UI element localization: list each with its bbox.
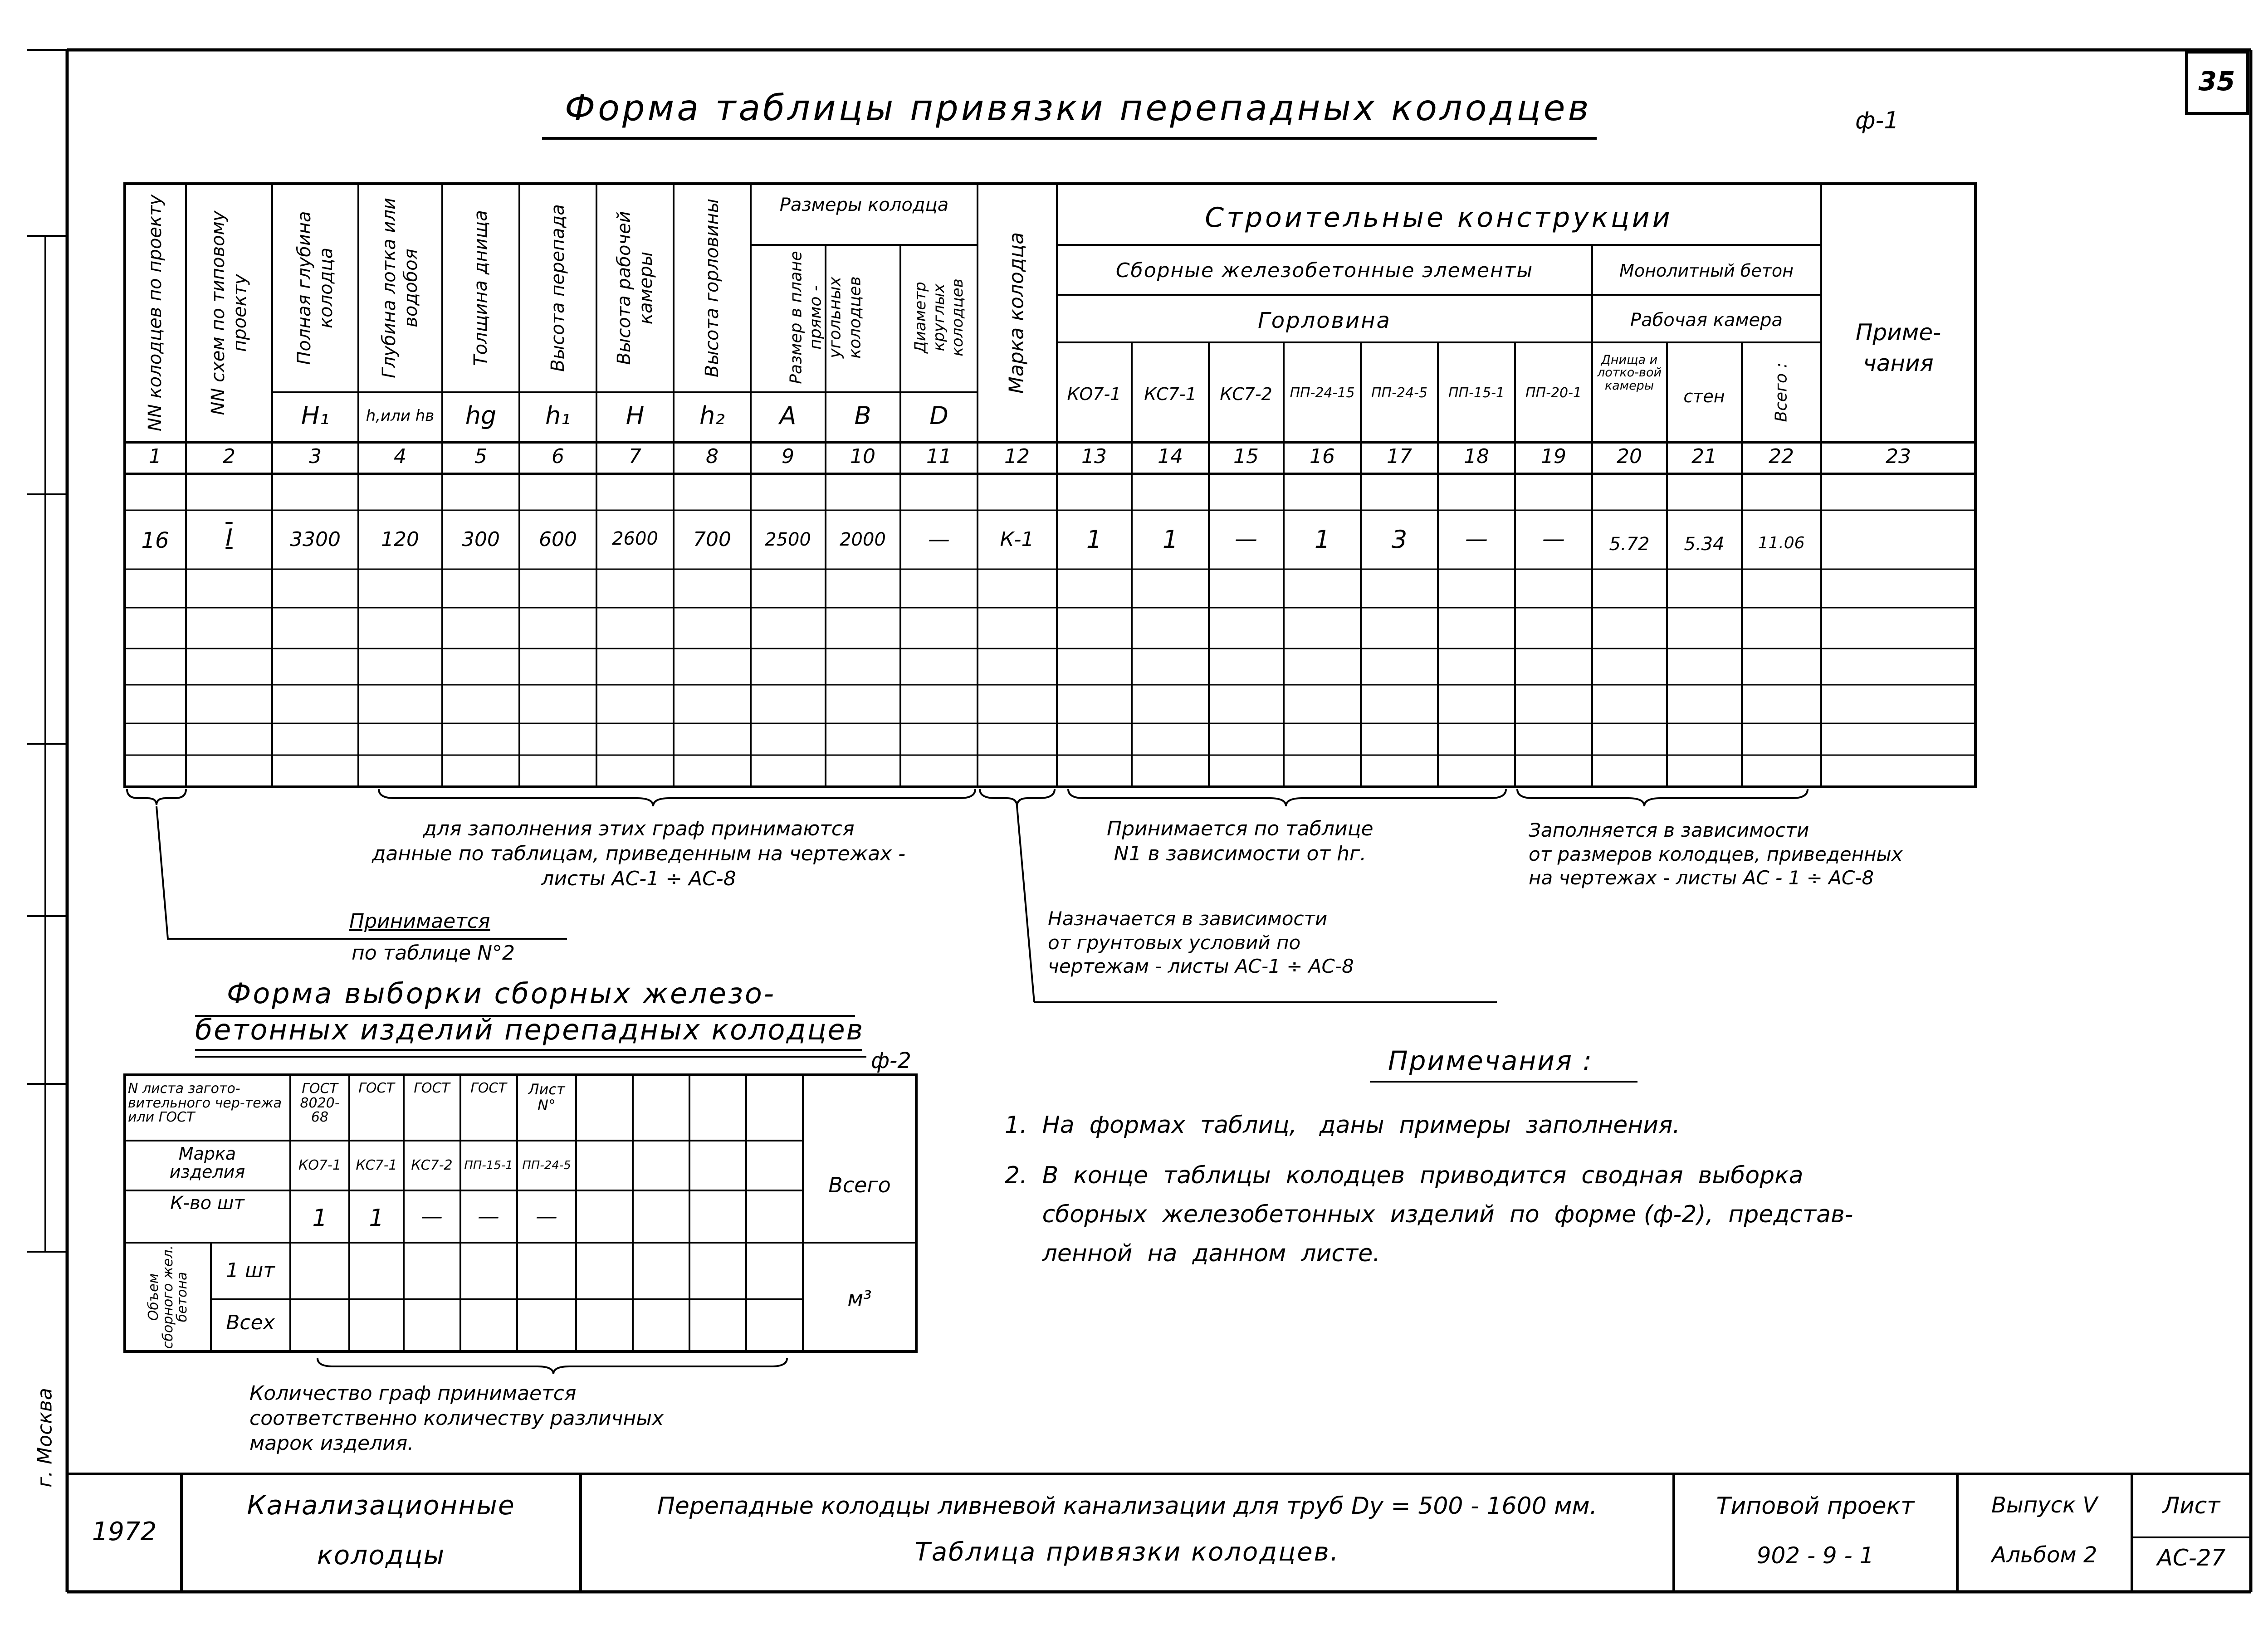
symbol-hg: hg [465,401,497,430]
col-num: 4 [394,445,406,468]
col-num: 3 [309,445,322,468]
cell-chamber-height: 2600 [612,528,658,549]
note-from-table-1: Принимается по таблице N1 в зависимости от hг. [1107,817,1374,865]
form2-gost-4: ГОСТ [470,1080,507,1096]
col-num: 9 [782,445,794,468]
header-tray-depth: Глубина лотка или водобоя [379,198,421,378]
title-block-project-code: 902 - 9 - 1 [1756,1542,1874,1569]
header-total: Всего : [1772,362,1791,422]
title-block-year: 1972 [92,1517,157,1546]
col-num: 15 [1233,445,1259,468]
form2-qty-ks7-2: — [421,1204,443,1229]
header-round-diameter: Диаметр круглых колодцев [911,278,967,356]
form-code-1: ф-1 [1855,107,1899,134]
col-num: 14 [1158,445,1183,468]
form-code-2: ф-2 [871,1048,911,1073]
symbol-h2: h₂ [699,401,725,430]
note-filled-by-dimensions: Заполняется в зависимости от размеров колодцев, приведенных на чертежах - листы АС - 1 ÷ АС-8 [1529,819,1903,889]
cell-ks7-1: 1 [1162,525,1178,554]
col-num: 22 [1769,445,1794,468]
mark-pp-15-1: ПП-15-1 [1448,385,1505,401]
cell-full-depth: 3300 [290,528,341,551]
side-city-label: г. Москва [33,1388,57,1488]
col-num: 7 [629,445,641,468]
form2-note: Количество граф принимается соответственно количеству различных марок изделия. [249,1382,664,1455]
form2-volume-per-unit: 1 шт [226,1259,275,1282]
form2-gost-3: ГОСТ [414,1080,450,1096]
form2-title-line1: Форма выборки сборных железо- [227,977,776,1010]
col-num: 5 [474,445,487,468]
symbol-h-tray: h,или hв [366,407,435,425]
form2-unit-label: м³ [847,1286,872,1311]
header-bottom-thickness: Толщина днища [470,210,491,366]
col-num: 12 [1004,445,1030,468]
title-block-desc-1: Перепадные колодцы ливневой канализации для труб Dу = 500 - 1600 мм. [657,1493,1598,1520]
header-prefab-group: Сборные железобетонные элементы [1115,259,1534,282]
header-construction-group: Строительные конструкции [1205,202,1673,234]
header-neck-height: Высота горловины [702,198,723,378]
title-block-sheet-label: Лист [2162,1493,2220,1519]
title-block-sheet-value: АС-27 [2157,1545,2226,1571]
col-num: 1 [149,445,161,468]
symbol-H: H [626,401,645,430]
note-accepted-label: Принимается [349,910,490,933]
form2-sheet-label: N листа загото-вительного чер-тежа или ГОСТ [128,1081,282,1125]
form2-sheet-no: Лист N° [528,1081,565,1114]
form2-mark-pp-15-1: ПП-15-1 [464,1159,513,1172]
remark-1: 1. На формах таблиц, даны примеры заполнения. [1005,1112,1680,1139]
form2-qty-ks7-1: 1 [369,1205,384,1232]
header-neck-group: Горловина [1258,308,1391,333]
header-scheme-numbers: NN схем по типовому проекту [208,210,250,415]
cell-tray-depth: 120 [381,528,419,551]
header-well-numbers: NN колодцев по проекту [145,194,166,432]
remarks-title: Примечания : [1388,1045,1593,1076]
cell-well-number: 16 [141,528,169,553]
col-num: 11 [926,445,952,468]
col-num: 20 [1617,445,1642,468]
cell-size-b: 2000 [840,529,886,550]
form2-qty-pp-24-5: — [536,1204,557,1229]
mark-pp-20-1: ПП-20-1 [1525,385,1582,401]
mark-ko7-1: КО7-1 [1067,384,1121,404]
col-num: 18 [1464,445,1489,468]
cell-bottom-thickness: 300 [462,528,500,551]
form2-qty-label: К-во шт [170,1193,244,1214]
mark-ks7-2: КС7-2 [1220,384,1272,404]
symbol-B: B [854,401,871,430]
note-assigned-by-soil: Назначается в зависимости от грунтовых условий по чертежам - листы АС-1 ÷ АС-8 [1048,907,1354,977]
col-num: 23 [1886,445,1911,468]
note-from-table-2: по таблице N°2 [352,941,515,965]
cell-drop-height: 600 [539,528,577,551]
form2-title-line2: бетонных изделий перепадных колодцев [195,1013,865,1046]
cell-ks7-2: — [1235,526,1257,552]
symbol-h1-drop: h₁ [545,401,571,430]
symbol-D: D [929,401,948,430]
cell-pp-24-15: 1 [1314,525,1330,554]
col-num: 19 [1541,445,1566,468]
form2-total-label: Всего [828,1173,891,1197]
header-walls: стен [1683,386,1725,406]
mark-pp-24-15: ПП-24-15 [1290,385,1355,401]
header-full-depth: Полная глубина колодца [294,211,337,365]
cell-well-mark: К-1 [1000,528,1034,551]
note-columns-filled-from-tables: для заполнения этих граф принимаются данные по таблицам, приведенным на чертежах - листы АС-1 ÷ АС-8 [372,817,906,890]
cell-bottom-volume: 5.72 [1609,534,1650,555]
form2-gost-2: ГОСТ [358,1080,395,1096]
cell-wall-volume: 5.34 [1684,534,1725,555]
cell-pp-15-1: — [1465,526,1488,552]
col-num: 6 [552,445,564,468]
symbol-A: A [779,401,797,430]
header-plan-size: Размер в плане прямо - угольных колодцев [787,251,865,384]
form2-mark-ko7-1: КО7-1 [298,1157,341,1173]
symbol-h1-full: H₁ [301,401,330,430]
header-chamber-height: Высота рабочей камеры [614,211,656,365]
cell-pp-20-1: — [1542,526,1565,552]
cell-scheme-number: I [225,524,233,551]
mark-pp-24-5: ПП-24-5 [1371,385,1428,401]
mark-ks7-1: КС7-1 [1144,384,1197,404]
header-chamber-group: Рабочая камера [1630,310,1783,331]
cell-size-a: 2500 [765,529,811,550]
header-dimensions-group: Размеры колодца [779,195,949,215]
form2-qty-pp-15-1: — [478,1204,499,1229]
form2-volume-label: Объем сборного жел. бетона [145,1245,190,1349]
col-num: 8 [706,445,719,468]
header-well-mark: Марка колодца [1005,232,1028,394]
title-block-subject-2: колодцы [317,1540,445,1571]
header-bottom-and-tray: Днища и лотко-вой камеры [1597,353,1662,393]
form2-mark-ks7-1: КС7-1 [356,1157,397,1173]
title-block-issue: Выпуск V [1991,1493,2098,1518]
col-num: 10 [850,445,875,468]
header-drop-height: Высота перепада [547,204,568,372]
title-block-album: Альбом 2 [1991,1542,2097,1568]
title-block-subject-1: Канализационные [247,1490,515,1521]
sheet-number: 35 [2198,66,2235,97]
page-title: Форма таблицы привязки перепадных колодцев [565,88,1592,129]
col-num: 2 [223,445,235,468]
header-monolith-group: Монолитный бетон [1619,261,1794,281]
col-num: 17 [1387,445,1412,468]
form2-mark-label: Марка изделия [169,1144,245,1182]
cell-neck-height: 700 [693,528,731,551]
header-notes: Приме-чания [1855,319,1941,376]
title-block-desc-2: Таблица привязки колодцев. [914,1537,1340,1567]
form2-mark-ks7-2: КС7-2 [411,1157,453,1173]
cell-total-volume: 11.06 [1758,534,1805,552]
cell-ko7-1: 1 [1086,525,1102,554]
form2-mark-pp-24-5: ПП-24-5 [522,1159,571,1172]
cell-pp-24-5: 3 [1391,525,1408,554]
col-num: 16 [1310,445,1335,468]
form2-volume-all: Всех [226,1311,275,1334]
form2-qty-ko7-1: 1 [312,1205,327,1232]
col-num: 13 [1081,445,1107,468]
remark-2: 2. В конце таблицы колодцев приводится сводная выборка сборных железобетонных изделий по форме (ф-2), представ- ленной на данном листе. [1005,1162,1853,1267]
cell-diameter: — [928,527,950,552]
title-block-project-label: Типовой проект [1716,1493,1915,1520]
form2-gost-8020: ГОСТ 8020-68 [300,1081,340,1125]
col-num: 21 [1691,445,1717,468]
